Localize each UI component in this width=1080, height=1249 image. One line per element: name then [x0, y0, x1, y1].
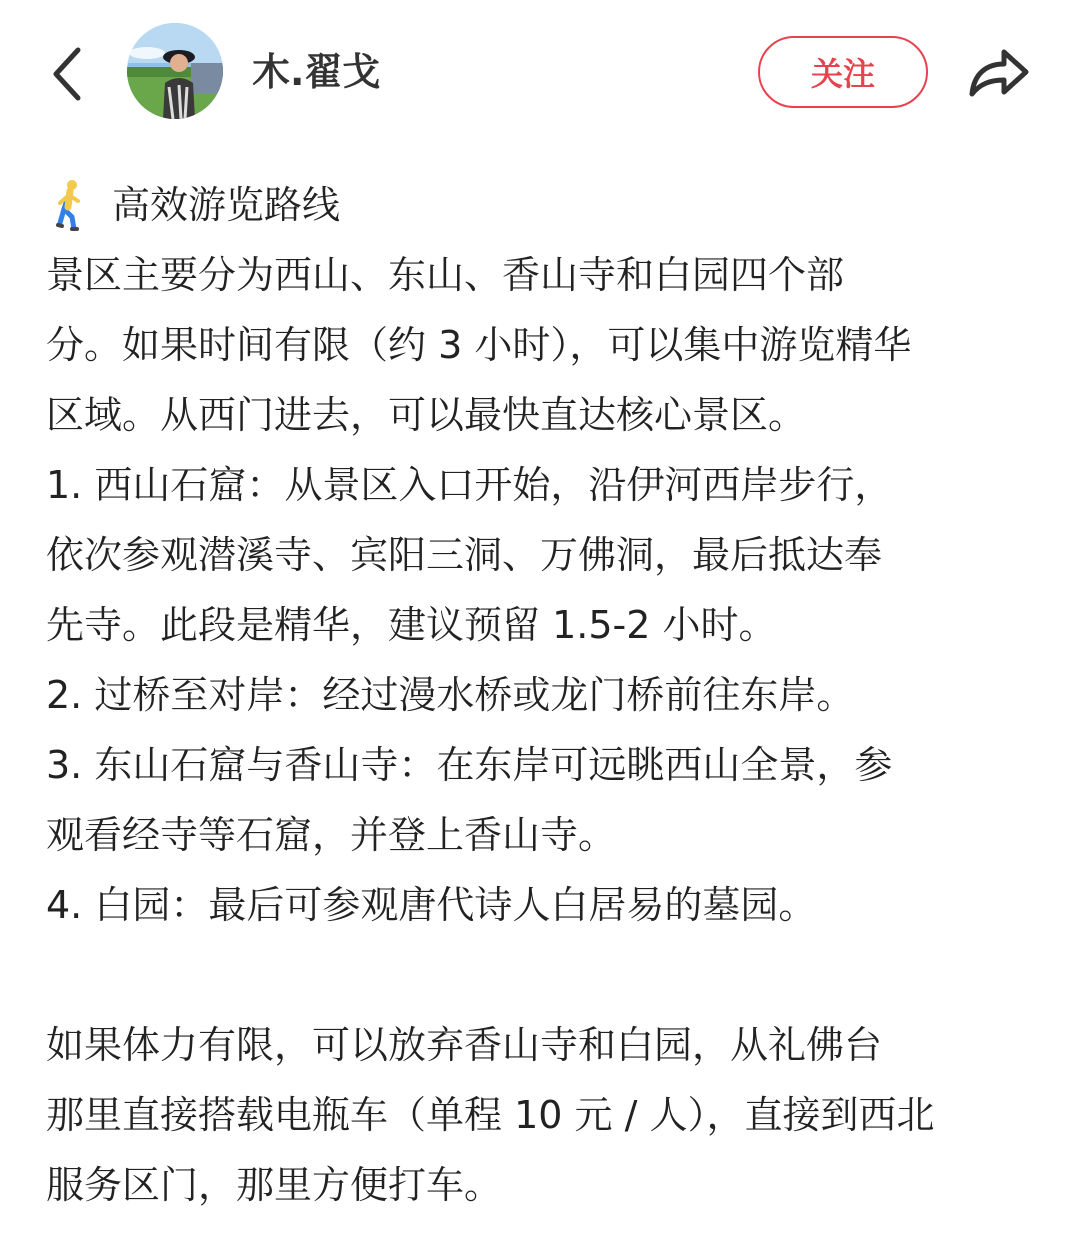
post-content	[46, 170, 1046, 1220]
body-line: 区域。从西门进去，可以最快直达核心景区。	[46, 393, 807, 437]
body-line: 景区主要分为西山、东山、香山寺和白园四个部	[46, 253, 845, 297]
route-step-3: 3. 东山石窟与香山寺：在东岸可远眺西山全景，参	[46, 743, 893, 787]
body-line: 服务区门，那里方便打车。	[46, 1163, 503, 1207]
body-line: 先寺。此段是精华，建议预留 1.5-2 小时。	[46, 603, 777, 647]
body-line: 那里直接搭载电瓶车（单程 10 元 / 人），直接到西北	[46, 1093, 935, 1137]
chevron-left-icon	[40, 38, 96, 110]
body-line: 依次参观潜溪寺、宾阳三洞、万佛洞，最后抵达奉	[46, 533, 883, 577]
follow-button[interactable]: 关注	[758, 36, 928, 108]
post-header	[0, 0, 1080, 150]
paragraph-spacer	[46, 940, 1046, 1010]
person-walking-icon	[50, 179, 90, 231]
back-button[interactable]	[40, 38, 96, 110]
author-name[interactable]: 木.翟戈	[252, 50, 381, 94]
body-line: 观看经寺等石窟，并登上香山寺。	[46, 813, 617, 857]
route-step-1: 1. 西山石窟：从景区入口开始，沿伊河西岸步行，	[46, 463, 893, 507]
body-line: 如果体力有限，可以放弃香山寺和白园，从礼佛台	[46, 1023, 883, 1067]
route-step-4: 4. 白园：最后可参观唐代诗人白居易的墓园。	[46, 883, 817, 927]
post-title-line	[46, 170, 1046, 240]
post-title: 高效游览路线	[112, 183, 341, 227]
route-step-2: 2. 过桥至对岸：经过漫水桥或龙门桥前往东岸。	[46, 673, 855, 717]
author-avatar[interactable]	[127, 23, 223, 119]
share-arrow-icon	[966, 42, 1032, 102]
body-line: 分。如果时间有限（约 3 小时），可以集中游览精华	[46, 323, 912, 367]
share-button[interactable]	[966, 42, 1032, 102]
avatar-photo	[127, 23, 223, 119]
